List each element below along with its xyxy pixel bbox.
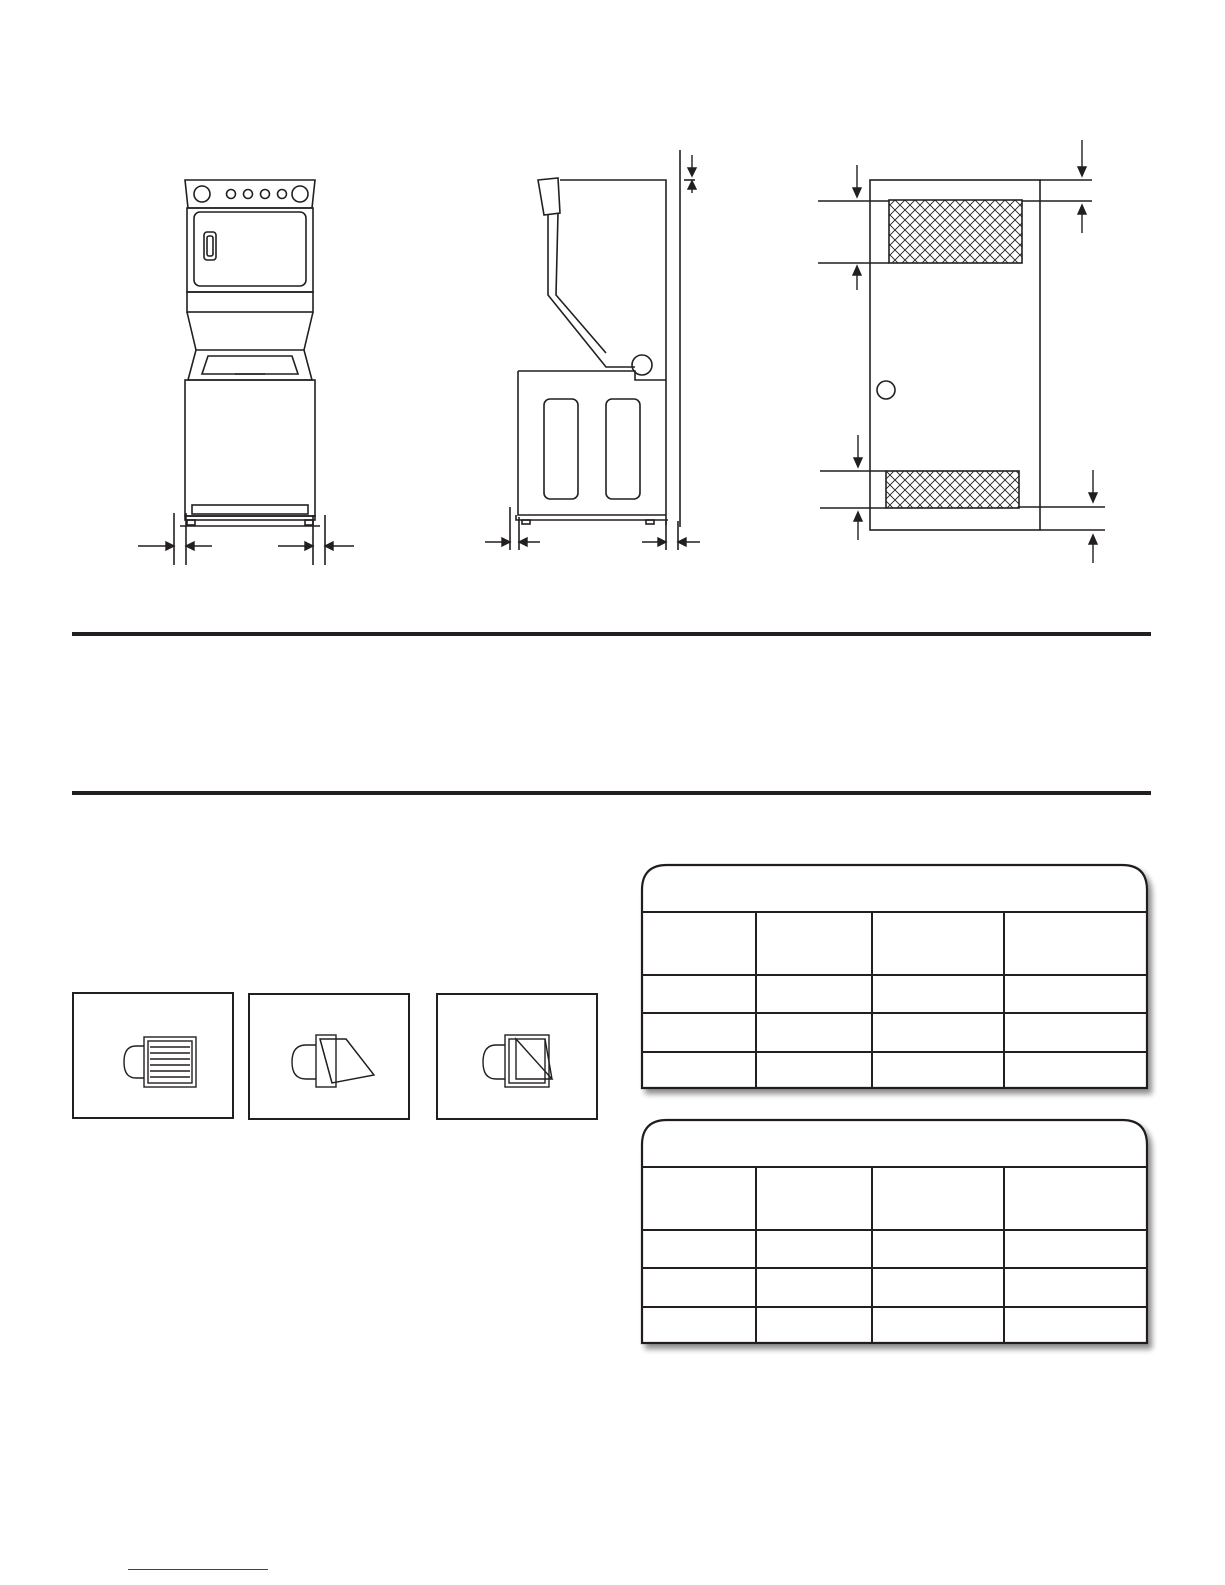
side-view-diagram [480,145,720,565]
vent-hood-box [248,993,410,1120]
angled-vent-hood-icon [438,995,596,1118]
section-divider-bottom [72,791,1151,795]
vent-length-table-1 [648,862,1149,1094]
front-view-diagram [130,170,370,570]
table-2-grid [648,1117,1149,1349]
vent-length-table-2 [648,1117,1149,1349]
table-1-grid [648,862,1149,1094]
vent-hood-angled [436,993,598,1120]
louvered-vent-hood-icon [74,994,232,1117]
vent-hood-louvered [72,992,234,1119]
section-divider-top [72,632,1151,636]
box-vent-hood-icon [250,995,408,1118]
footer-link[interactable] [128,1568,268,1570]
closet-door-diagram [810,135,1110,565]
